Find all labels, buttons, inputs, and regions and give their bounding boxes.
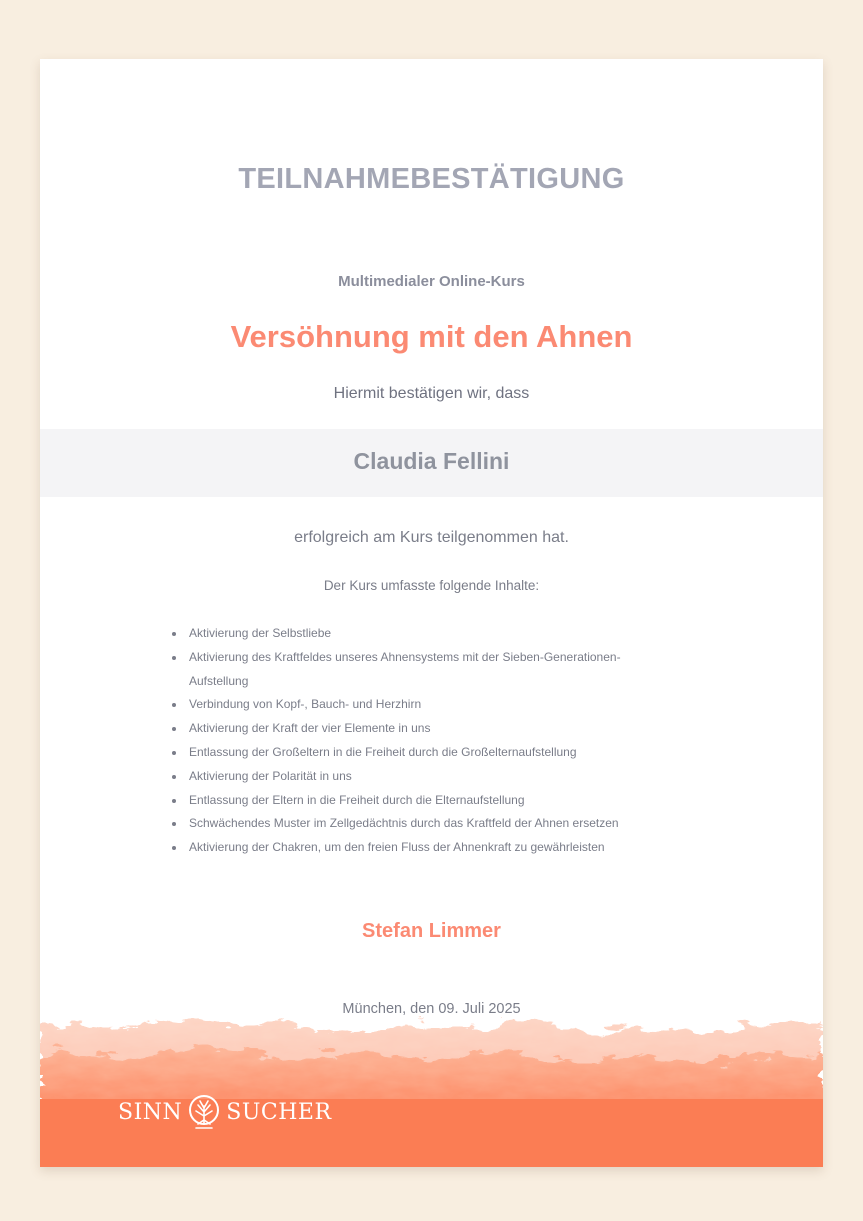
contents-intro: Der Kurs umfasste folgende Inhalte: xyxy=(323,578,540,593)
list-item: Schwächendes Muster im Zellgedächtnis durch das Kraftfeld der Ahnen ersetzen xyxy=(170,812,670,836)
logo-text-right: SUCHER xyxy=(226,1099,332,1125)
certificate-heading: TEILNAHMEBESTÄTIGUNG xyxy=(238,163,625,195)
list-item: Aktivierung der Selbstliebe xyxy=(170,622,670,646)
participant-name: Claudia Fellini xyxy=(353,448,510,474)
participant-name-band xyxy=(40,429,823,497)
completion-text: erfolgreich am Kurs teilgenommen hat. xyxy=(294,529,569,546)
course-title: Versöhnung mit den Ahnen xyxy=(230,319,633,354)
course-type: Multimedialer Online-Kurs xyxy=(338,273,525,290)
certificate-sheet xyxy=(40,59,823,1167)
list-item: Entlassung der Großeltern in die Freiheit durch die Großelternaufstellung xyxy=(170,741,670,765)
list-item: Verbindung von Kopf-, Bauch- und Herzhirn xyxy=(170,693,670,717)
list-item: Aktivierung des Kraftfeldes unseres Ahnensystems mit der Sieben-Generationen-Aufstellung xyxy=(170,646,670,694)
logo-text-left: SINN xyxy=(118,1099,183,1125)
sinnsucher-logo xyxy=(118,1094,332,1130)
list-item: Entlassung der Eltern in die Freiheit durch die Elternaufstellung xyxy=(170,789,670,813)
list-item: Aktivierung der Polarität in uns xyxy=(170,765,670,789)
course-contents-list xyxy=(170,622,670,860)
tree-of-life-icon xyxy=(187,1094,221,1130)
signer-name: Stefan Limmer xyxy=(362,920,501,942)
list-item: Aktivierung der Chakren, um den freien Fluss der Ahnenkraft zu gewährleisten xyxy=(170,836,670,860)
place-date: München, den 09. Juli 2025 xyxy=(342,1001,521,1017)
list-item: Aktivierung der Kraft der vier Elemente in uns xyxy=(170,717,670,741)
watercolor-wash xyxy=(40,1009,823,1167)
confirmation-text: Hiermit bestätigen wir, dass xyxy=(333,385,530,402)
